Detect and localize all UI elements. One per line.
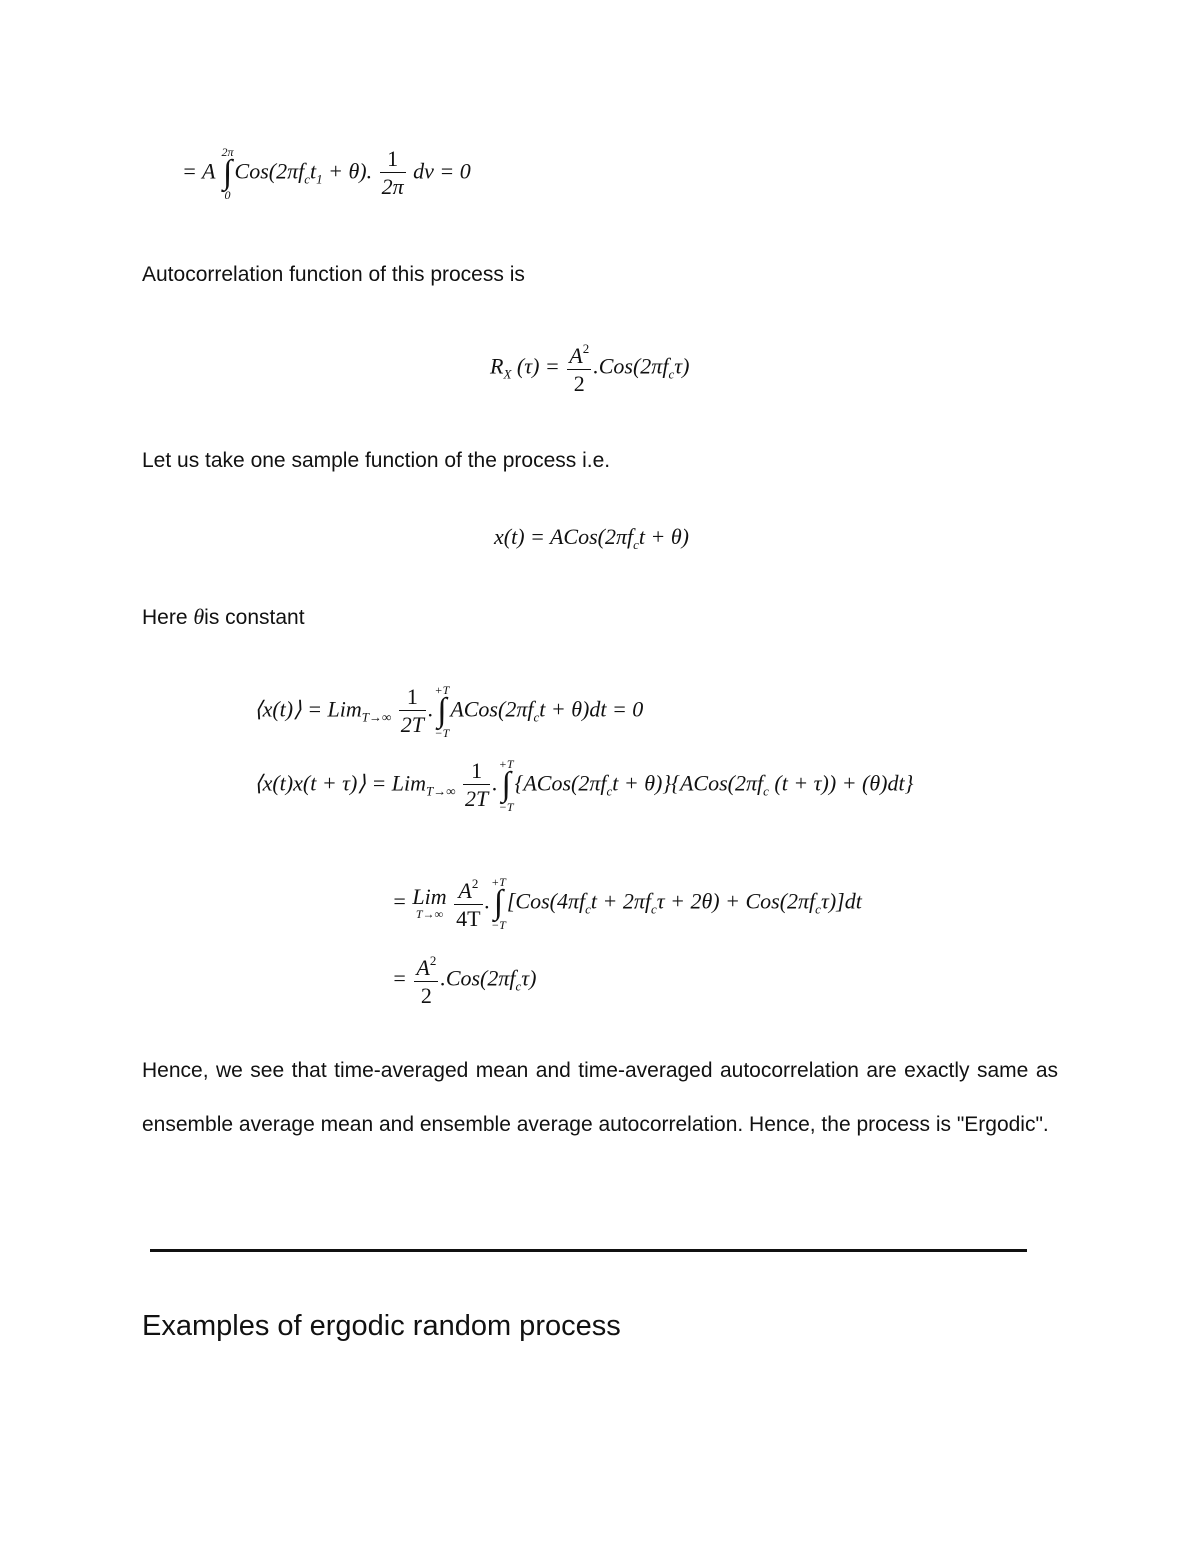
subscript-c: c (533, 709, 540, 725)
equation-autocorrelation (490, 342, 689, 395)
equation-time-average-mean (254, 684, 643, 739)
horizontal-divider (150, 1249, 1027, 1252)
here-theta-constant (142, 590, 305, 645)
equation-final-result (392, 954, 537, 1007)
fraction (414, 954, 438, 1007)
eq-body: ACos(2πf (450, 696, 534, 722)
fraction-numerator: A (416, 955, 430, 980)
fraction (454, 877, 482, 930)
integral-lower-limit: −T (491, 917, 506, 932)
fraction-numerator: 1 (387, 146, 399, 172)
eq-lhs: ⟨x(t)⟩ = Lim (254, 696, 362, 722)
integral-upper-limit: +T (498, 757, 514, 771)
here-prefix: Here (142, 606, 194, 629)
equation-sample-function (494, 526, 689, 551)
subscript-limit: T→∞ (361, 709, 392, 725)
fraction (399, 686, 426, 736)
fraction-denominator: 2T (400, 712, 425, 738)
eq-rest: t + θ)dt = 0 (539, 696, 644, 722)
eq-lhs: = A (182, 158, 215, 184)
conclusion-paragraph: Hence, we see that time-averaged mean and time-averaged autocorrelation are exactly same as ensemble average mean and ensemble average autocorrelation. Hence, the process is "Ergodic". (142, 1059, 1058, 1136)
integral-sign: +T ∫ −T (491, 875, 506, 932)
eq-rest: t + θ) (638, 524, 689, 549)
eq-body: Cos(2πf (234, 158, 305, 184)
eq-var-t: t (310, 158, 317, 184)
subscript-1: 1 (316, 171, 323, 187)
subscript-c: c (606, 783, 613, 799)
superscript-2: 2 (471, 875, 479, 891)
subscript-c: c (650, 901, 657, 917)
subscript-c: c (668, 366, 675, 382)
eq-tail: .Cos(2πf (593, 353, 669, 379)
eq-mid-1: t + 2πf (590, 888, 651, 914)
autocorrelation-intro: Autocorrelation function of this process is (142, 263, 525, 286)
eq-lhs: x(t) = ACos(2πf (494, 524, 634, 549)
fraction-numerator: A (569, 343, 583, 368)
eq-rest: τ)]dt (820, 888, 862, 914)
eq-dot: . (484, 888, 491, 914)
fraction-numerator: A (458, 877, 472, 903)
integral-lower-limit: −T (434, 725, 450, 740)
fraction-numerator: 1 (471, 758, 483, 784)
integral-lower-limit: −T (498, 799, 514, 814)
limit-subscript: T→∞ (415, 907, 444, 922)
theta-symbol: θ (193, 604, 205, 629)
eq-tail-2: τ) (674, 353, 690, 379)
superscript-2: 2 (582, 341, 590, 356)
fraction-denominator: 2π (381, 174, 404, 200)
integral-sign: +T ∫ −T (498, 757, 514, 814)
eq-R: R (490, 353, 504, 379)
integral-upper-limit: 2π (221, 145, 234, 159)
fraction-denominator: 2T (465, 786, 489, 812)
subscript-c: c (304, 171, 310, 187)
subscript-c: c (585, 901, 591, 917)
here-suffix: is constant (204, 606, 305, 629)
limit-operator (412, 886, 446, 920)
eq-lhs: = (392, 965, 407, 991)
eq-lhs: = (392, 888, 407, 914)
eq-body: [Cos(4πf (506, 888, 586, 914)
eq-body: {ACos(2πf (514, 770, 607, 796)
equation-time-average-autocorrelation (254, 758, 913, 813)
subscript-c: c (633, 537, 639, 552)
fraction-denominator: 2 (567, 369, 591, 395)
equation-expanded-limit (392, 876, 862, 931)
eq-dot: . (492, 770, 498, 796)
fraction-denominator: 2 (414, 981, 438, 1007)
limit-word: Lim (412, 884, 447, 910)
subscript-c: c (515, 978, 522, 994)
subscript-c: c (763, 783, 769, 799)
eq-dot: . (428, 696, 434, 722)
eq-arg: (τ) = (511, 353, 566, 379)
eq-mid-2: τ + 2θ) + Cos(2πf (656, 888, 816, 914)
fraction (567, 342, 591, 395)
integral-upper-limit: +T (491, 875, 506, 889)
subscript-limit: T→∞ (426, 783, 456, 799)
subscript-x: X (503, 366, 512, 382)
fraction (463, 760, 490, 810)
eq-rest: (t + τ)) + (θ)dt} (768, 770, 914, 796)
eq-lhs: ⟨x(t)x(t + τ)⟩ = Lim (254, 770, 427, 796)
integral-upper-limit: +T (434, 683, 450, 697)
eq-tail: dv = 0 (413, 158, 471, 184)
eq-rest: τ) (521, 965, 537, 991)
equation-mean-integral (182, 146, 471, 201)
integral-lower-limit: 0 (224, 187, 231, 202)
eq-mid: t + θ)}{ACos(2πf (612, 770, 764, 796)
integral-sign: 2π ∫ 0 (221, 145, 234, 202)
fraction (380, 148, 406, 198)
fraction-numerator: 1 (406, 684, 418, 710)
subscript-c: c (815, 901, 821, 917)
superscript-2: 2 (429, 953, 437, 968)
integral-sign: +T ∫ −T (434, 683, 450, 740)
eq-rest: + θ). (322, 158, 373, 184)
eq-tail: .Cos(2πf (440, 965, 516, 991)
fraction-denominator: 4T (456, 905, 481, 931)
sample-function-intro: Let us take one sample function of the process i.e. (142, 449, 611, 472)
section-heading: Examples of ergodic random process (142, 1310, 621, 1342)
